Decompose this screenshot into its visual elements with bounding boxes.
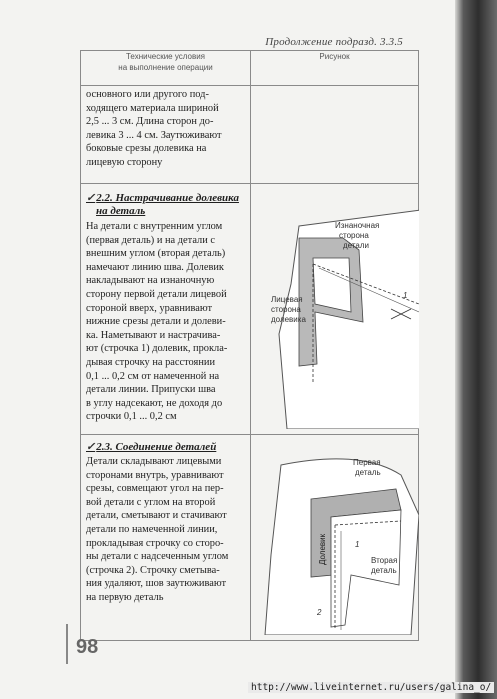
text-line: вой детали с углом на второй [86, 496, 216, 508]
checkmark-icon: ✓ [86, 441, 96, 453]
fig1-label-face-2: сторона [271, 305, 301, 314]
fig2-label-first-1: Первая [353, 458, 381, 467]
section-2-2-title-line1: 2.2. Настрачивание долевика [96, 192, 239, 204]
col-header-conditions [81, 51, 251, 86]
section-2-2-block [81, 184, 250, 424]
text-line: (строчка 2). Строчку сметыва- [86, 564, 220, 576]
fig2-stitch-2: 2 [317, 608, 322, 617]
text-line: стороной вверх, уравнивают [86, 302, 213, 314]
text-line: 0,1 ... 0,2 см от намеченной на [86, 370, 220, 382]
col-header-conditions-line1: Технические условия [125, 52, 206, 61]
text-line: внешним углом (вторая деталь) [86, 248, 226, 260]
fig1-label-face-3: долевика [271, 315, 306, 324]
text-line: сторону первой детали лицевой [86, 288, 227, 300]
text-line: левика 3 ... 4 см. Заутюживают [86, 129, 222, 141]
text-line: основного или другого под- [86, 89, 209, 100]
text-line: лицевую сторону [86, 156, 163, 168]
text-line: ны детали с надсеченным углом [86, 551, 229, 563]
text-line: намечают линию шва. Долевик [86, 261, 224, 273]
table-header-row [81, 51, 419, 86]
fig2-label-second-2: деталь [371, 566, 397, 575]
text-line: На детали с внутренним углом [86, 221, 223, 232]
parts-joining-diagram [251, 435, 419, 635]
dolevik-stitching-diagram [251, 184, 419, 429]
text-line: ходящего материала шириной [86, 102, 219, 114]
fig1-label-wrong-side-1: Изнаночная [335, 221, 380, 230]
section-2-3-text-cell [81, 435, 251, 641]
page-number-rule [66, 624, 68, 664]
text-line: детали по намеченной линии, [86, 523, 218, 535]
watermark-url: http://www.liveinternet.ru/users/galina_o/ [248, 682, 494, 693]
fig1-label-face-1: Лицевая [271, 295, 303, 304]
section-2-2-title [86, 192, 245, 218]
text-line: боковые срезы долевика на [86, 143, 207, 155]
text-line: (первая деталь) и на детали с [86, 234, 215, 246]
fig2-label-dolevik: Долевик [318, 533, 327, 565]
col-header-figure: Рисунок [251, 51, 419, 86]
text-line: дывая строчку на расстоянии [86, 356, 216, 368]
row1-figure-cell [251, 86, 419, 184]
text-line: детали линии. Припуски шва [86, 384, 216, 396]
text-line: в углу надсекают, не доходя до [86, 397, 223, 409]
text-line: срезы, совмещают угол на пер- [86, 483, 224, 495]
text-line: строчки 0,1 ... 0,2 см [86, 411, 177, 423]
text-line: нижние срезы детали и долеви- [86, 316, 226, 328]
fig2-label-first-2: деталь [355, 468, 381, 477]
row1-text-cell [81, 86, 251, 184]
section-2-2-text [86, 220, 245, 424]
section-2-3-title [86, 441, 245, 454]
section-2-3-text [86, 455, 245, 605]
table-row-2-3 [81, 435, 419, 641]
operations-table [80, 50, 419, 641]
checkmark-icon: ✓ [86, 192, 96, 204]
text-line: ния удаляют, шов заутюживают [86, 578, 226, 590]
section-2-2-text-cell [81, 184, 251, 435]
section-2-3-title-text: 2.3. Соединение деталей [96, 441, 217, 453]
text-line: ют (строчка 1) долевик, прокла- [86, 343, 228, 355]
fig1-label-wrong-side-2: сторона [339, 231, 369, 240]
section-2-3-block [81, 435, 250, 605]
row1-text [81, 86, 250, 170]
col-header-conditions-line2: на выполнение операции [118, 63, 213, 72]
fig2-stitch-1: 1 [355, 540, 360, 549]
scan-shadow-edge [455, 0, 497, 699]
table-row-1 [81, 86, 419, 184]
text-line: сторонами внутрь, уравнивают [86, 469, 224, 481]
fig1-stitch-number: 1 [403, 291, 408, 300]
table-row-2-2 [81, 184, 419, 435]
fig2-label-second-1: Вторая [371, 556, 398, 565]
text-line: накладывают на изнаночную [86, 275, 215, 287]
page-number: 98 [76, 636, 99, 658]
text-line: на первую деталь [86, 591, 164, 603]
text-line: ка. Наметывают и настрачива- [86, 329, 221, 341]
text-line: 2,5 ... 3 см. Длина сторон до- [86, 116, 214, 128]
section-2-2-title-line2: на деталь [96, 205, 146, 217]
section-2-3-figure-cell [251, 435, 419, 641]
text-line: прокладывая строчку со сторо- [86, 537, 224, 549]
continuation-header: Продолжение подразд. 3.3.5 [265, 36, 403, 48]
fig1-label-wrong-side-3: детали [343, 241, 370, 250]
text-line: Детали складывают лицевыми [86, 456, 222, 467]
section-2-2-figure-cell [251, 184, 419, 435]
text-line: детали, сметывают и стачивают [86, 510, 227, 522]
